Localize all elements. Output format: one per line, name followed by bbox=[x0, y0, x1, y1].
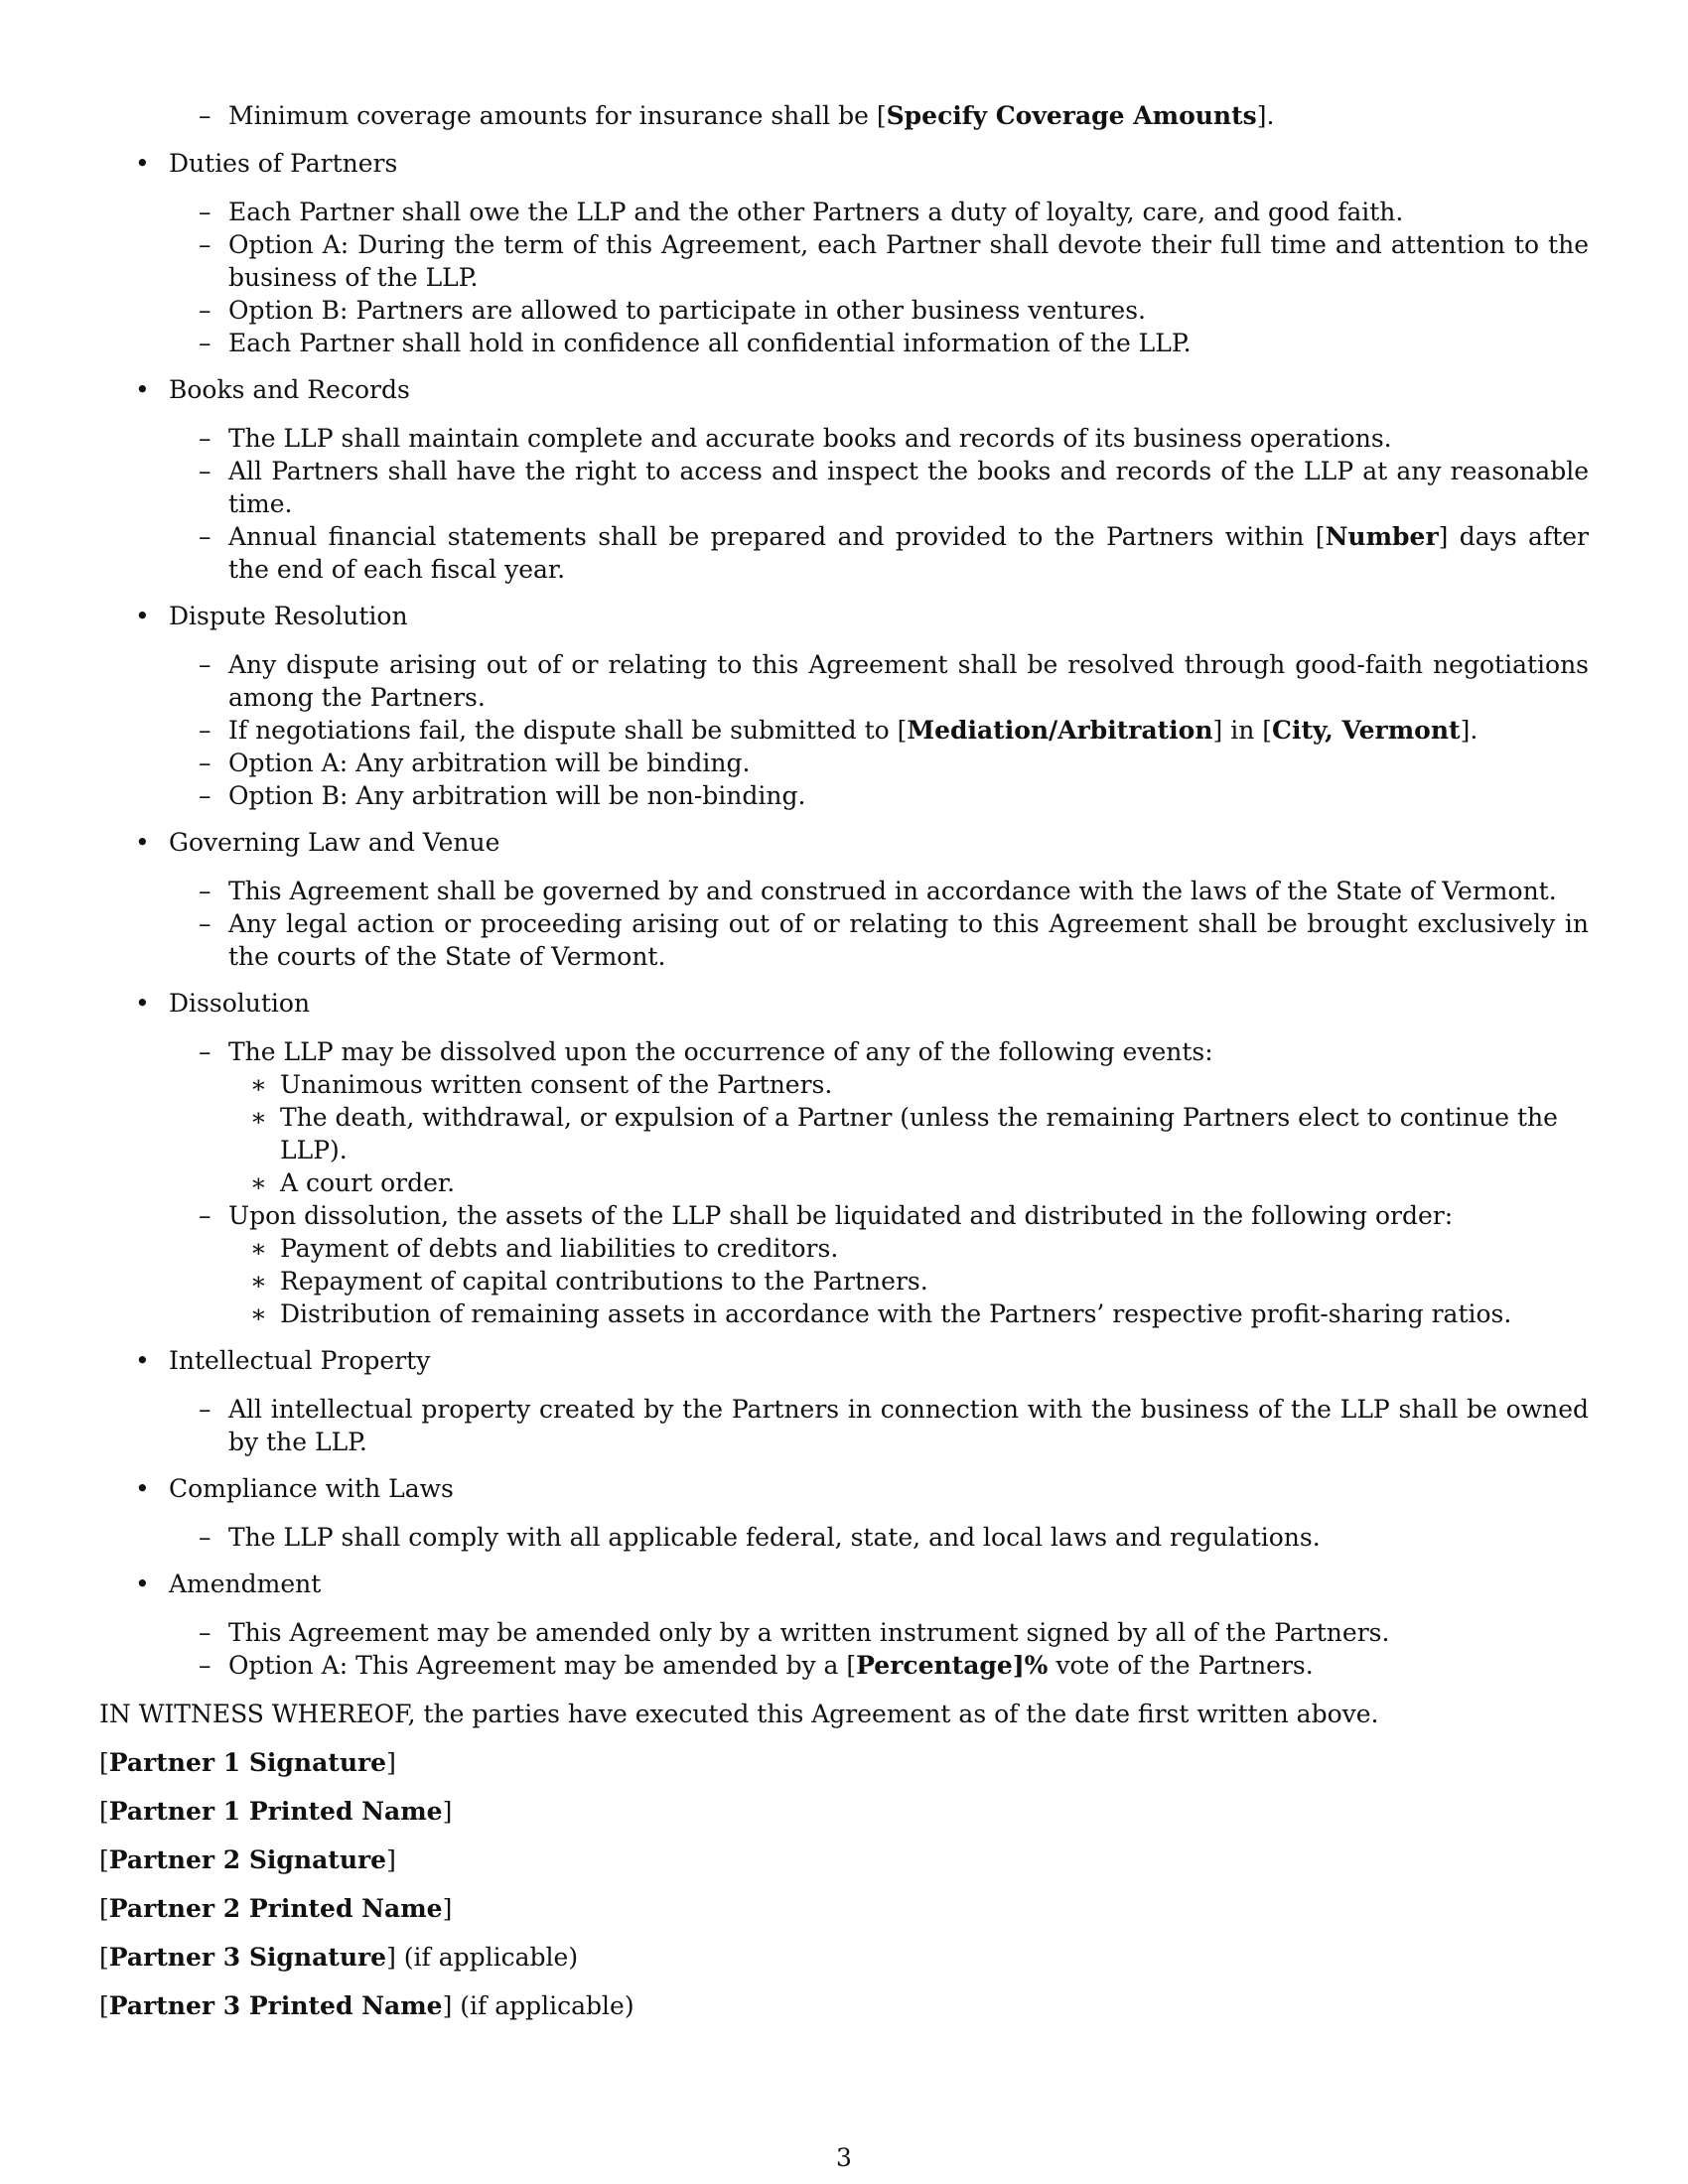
printed-name-line: [Partner 2 Printed Name] bbox=[99, 1894, 453, 1923]
section-duties bbox=[99, 147, 1589, 359]
signature-line: [Partner 1 Signature] bbox=[99, 1748, 396, 1777]
section-governing bbox=[99, 826, 1589, 973]
list-item: – Annual financial statements shall be prepared and provided to the Partners within [Number] days after the end of each fiscal year. bbox=[199, 522, 1589, 584]
sublist bbox=[169, 196, 1589, 359]
list-item: – Option A: During the term of this Agreement, each Partner shall devote their full time and attention to the business of the LLP. bbox=[199, 230, 1589, 292]
dash-marker: – bbox=[199, 101, 211, 130]
list-item: ∗ A court order. bbox=[250, 1168, 456, 1197]
list-item: ∗ Distribution of remaining assets in accordance with the Partners’ respective profit-sharing ratios. bbox=[250, 1299, 1512, 1328]
list-item: – Option B: Any arbitration will be non-binding. bbox=[199, 781, 806, 810]
list-item: – All Partners shall have the right to access and inspect the books and records of the LLP at any reasonable time. bbox=[199, 457, 1589, 518]
section-title: Duties of Partners bbox=[169, 149, 398, 178]
printed-name-line: [Partner 3 Printed Name] (if applicable) bbox=[99, 1991, 634, 2020]
section-title: Dispute Resolution bbox=[169, 602, 408, 630]
section-title: Governing Law and Venue bbox=[169, 828, 500, 857]
list-item: – The LLP may be dissolved upon the occurrence of any of the following events: bbox=[199, 1037, 1213, 1066]
list-item: – The LLP shall comply with all applicable federal, state, and local laws and regulations. bbox=[199, 1523, 1321, 1552]
section-title: Intellectual Property bbox=[169, 1346, 431, 1375]
section-dispute bbox=[99, 600, 1589, 812]
bullet-marker: • bbox=[135, 828, 150, 857]
list-item: – Each Partner shall hold in confidence all confidential information of the LLP. bbox=[199, 329, 1192, 357]
bullet-marker: • bbox=[135, 1570, 150, 1598]
section-title: Compliance with Laws bbox=[169, 1474, 454, 1503]
list-item: – Any dispute arising out of or relating to this Agreement shall be resolved through good-faith negotiations among the Partners. bbox=[199, 650, 1589, 712]
list-item: – Upon dissolution, the assets of the LLP shall be liquidated and distributed in the following order: bbox=[199, 1201, 1454, 1230]
section-amendment bbox=[99, 1568, 1589, 1682]
document-page bbox=[99, 99, 1589, 2022]
signature-line: [Partner 2 Signature] bbox=[99, 1845, 396, 1874]
printed-name-line: [Partner 1 Printed Name] bbox=[99, 1797, 453, 1826]
bullet-marker: • bbox=[135, 375, 150, 404]
bullet-marker: • bbox=[135, 149, 150, 178]
list-item: – The LLP shall maintain complete and accurate books and records of its business operations. bbox=[199, 424, 1392, 453]
sublist bbox=[169, 1393, 1589, 1458]
list-item: – Any legal action or proceeding arising out of or relating to this Agreement shall be brought exclusively in the courts of the State of Vermont. bbox=[199, 909, 1589, 971]
list-item: ∗ The death, withdrawal, or expulsion of a Partner (unless the remaining Partners elect to continue the LLP). bbox=[250, 1103, 1558, 1164]
signature-line: [Partner 3 Signature] (if applicable) bbox=[99, 1943, 579, 1972]
list-item: – If negotiations fail, the dispute shall be submitted to [Mediation/Arbitration] in [City, Vermont]. bbox=[199, 716, 1478, 745]
section-title: Amendment bbox=[169, 1570, 322, 1598]
sublist bbox=[169, 1521, 1589, 1554]
section-dissolution bbox=[99, 987, 1589, 1330]
witness-clause: IN WITNESS WHEREOF, the parties have executed this Agreement as of the date first written above. bbox=[99, 1700, 1379, 1728]
list-item: – This Agreement may be amended only by a written instrument signed by all of the Partners. bbox=[199, 1618, 1390, 1647]
list-item: – Option A: Any arbitration will be binding. bbox=[199, 749, 751, 777]
section-compliance bbox=[99, 1472, 1589, 1554]
list-item: – Option B: Partners are allowed to participate in other business ventures. bbox=[199, 296, 1146, 325]
section-ip bbox=[99, 1344, 1589, 1458]
list-item: ∗ Unanimous written consent of the Partners. bbox=[250, 1070, 833, 1099]
list-item: – Each Partner shall owe the LLP and the other Partners a duty of loyalty, care, and good faith. bbox=[199, 198, 1404, 226]
bullet-marker: • bbox=[135, 1346, 150, 1375]
sublist bbox=[169, 1616, 1589, 1682]
sublist bbox=[169, 648, 1589, 812]
sublist bbox=[169, 1035, 1589, 1330]
bullet-marker: • bbox=[135, 989, 150, 1018]
page-number: 3 bbox=[836, 2143, 852, 2172]
bullet-marker: • bbox=[135, 602, 150, 630]
list-item: ∗ Payment of debts and liabilities to creditors. bbox=[250, 1234, 839, 1263]
list-item: ∗ Repayment of capital contributions to the Partners. bbox=[250, 1267, 928, 1296]
list-item: – Option A: This Agreement may be amended by a [Percentage]% vote of the Partners. bbox=[199, 1651, 1314, 1680]
sublist bbox=[169, 875, 1589, 973]
list-item: – This Agreement shall be governed by and construed in accordance with the laws of the State of Vermont. bbox=[199, 877, 1557, 905]
list-item: – Minimum coverage amounts for insurance shall be [Specify Coverage Amounts]. bbox=[199, 101, 1275, 130]
section-books bbox=[99, 373, 1589, 586]
section-title: Dissolution bbox=[169, 989, 311, 1018]
section-title: Books and Records bbox=[169, 375, 410, 404]
list-item: – All intellectual property created by the Partners in connection with the business of the LLP shall be owned by the LLP. bbox=[199, 1395, 1589, 1456]
sublist bbox=[169, 422, 1589, 586]
bullet-marker: • bbox=[135, 1474, 150, 1503]
